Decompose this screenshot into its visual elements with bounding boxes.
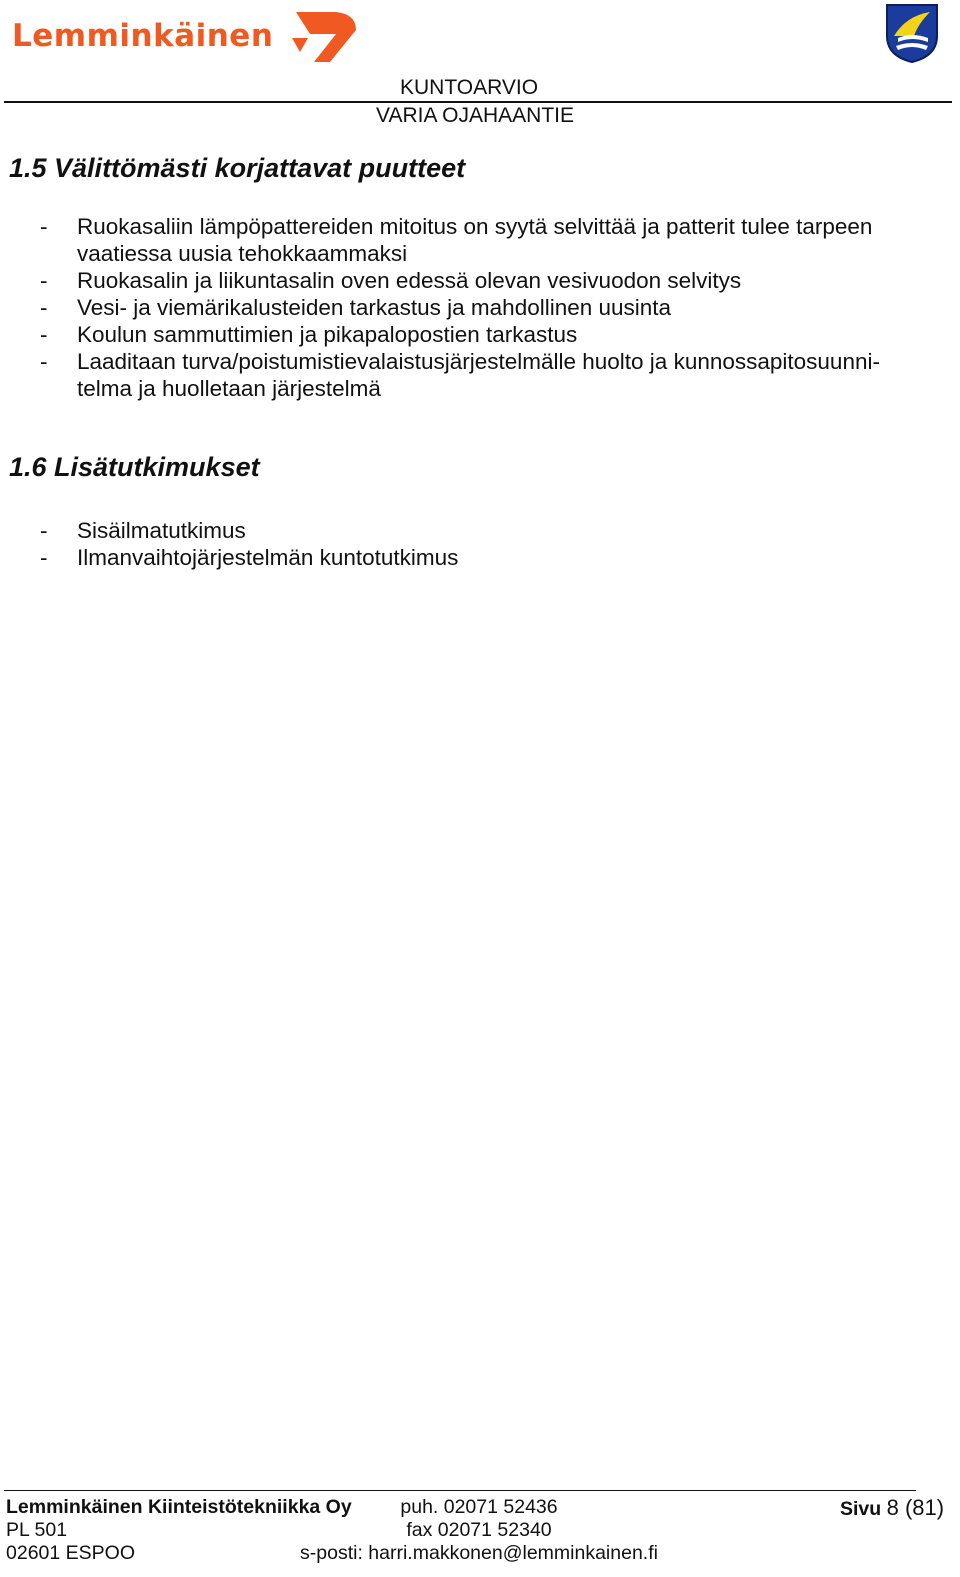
list-item xyxy=(40,517,930,544)
header-divider xyxy=(4,101,952,103)
bullet-dash: - xyxy=(40,214,48,239)
footer-page-number xyxy=(840,1496,944,1521)
bullet-dash: - xyxy=(40,295,48,320)
list-item-text: Ruokasaliin lämpöpattereiden mitoitus on syytä selvittää ja patterit tulee tarpeen vaatiessa uusia tehokkaammaksi xyxy=(77,214,873,266)
bullet-dash: - xyxy=(40,545,48,570)
footer-divider xyxy=(4,1490,916,1491)
municipal-crest-icon xyxy=(884,2,940,64)
company-logo xyxy=(8,6,358,68)
list-item-text: Ilmanvaihtojärjestelmän kuntotutkimus xyxy=(77,545,459,570)
footer-email: s-posti: harri.makkonen@lemminkainen.fi xyxy=(300,1542,658,1564)
list-item-text: Koulun sammuttimien ja pikapalopostien tarkastus xyxy=(77,322,578,347)
list-item-text: Vesi- ja viemärikalusteiden tarkastus ja mahdollinen uusinta xyxy=(77,295,672,320)
footer-phone: puh. 02071 52436 xyxy=(400,1496,558,1518)
bullet-dash: - xyxy=(40,518,48,543)
list-item xyxy=(40,267,930,294)
logo-swoosh-icon xyxy=(290,8,360,68)
additional-studies-list xyxy=(40,517,930,571)
section-heading-1-5: 1.5 Välittömästi korjattavat puutteet xyxy=(9,153,466,183)
logo-wordmark: Lemminkäinen xyxy=(12,18,274,54)
footer-company: Lemminkäinen Kiinteistötekniikka Oy xyxy=(6,1496,352,1518)
bullet-dash: - xyxy=(40,322,48,347)
list-item-text: Ruokasalin ja liikuntasalin oven edessä olevan vesivuodon selvitys xyxy=(77,268,742,293)
list-item xyxy=(40,321,930,348)
bullet-dash: - xyxy=(40,349,48,374)
bullet-dash: - xyxy=(40,268,48,293)
list-item xyxy=(40,348,930,402)
footer-po-box: PL 501 xyxy=(6,1519,68,1541)
footer-contact xyxy=(299,1496,659,1565)
page-label: Sivu xyxy=(840,1498,882,1520)
footer-fax: fax 02071 52340 xyxy=(406,1519,552,1541)
list-item xyxy=(40,294,930,321)
list-item xyxy=(40,213,930,267)
list-item-text: Sisäilmatutkimus xyxy=(77,518,246,543)
footer-city: 02601 ESPOO xyxy=(6,1542,135,1564)
document-subtitle: VARIA OJAHAANTIE xyxy=(376,104,574,127)
section-heading-1-6: 1.6 Lisätutkimukset xyxy=(9,452,260,482)
page-number: 8 (81) xyxy=(886,1495,945,1520)
immediate-fixes-list xyxy=(40,213,930,402)
list-item xyxy=(40,544,930,571)
list-item-text: Laaditaan turva/poistumistievalaistusjärjestelmälle huolto ja kunnossapitosuunni-telma ja huolletaan järjestelmä xyxy=(77,349,880,401)
document-title: KUNTOARVIO xyxy=(400,76,539,99)
